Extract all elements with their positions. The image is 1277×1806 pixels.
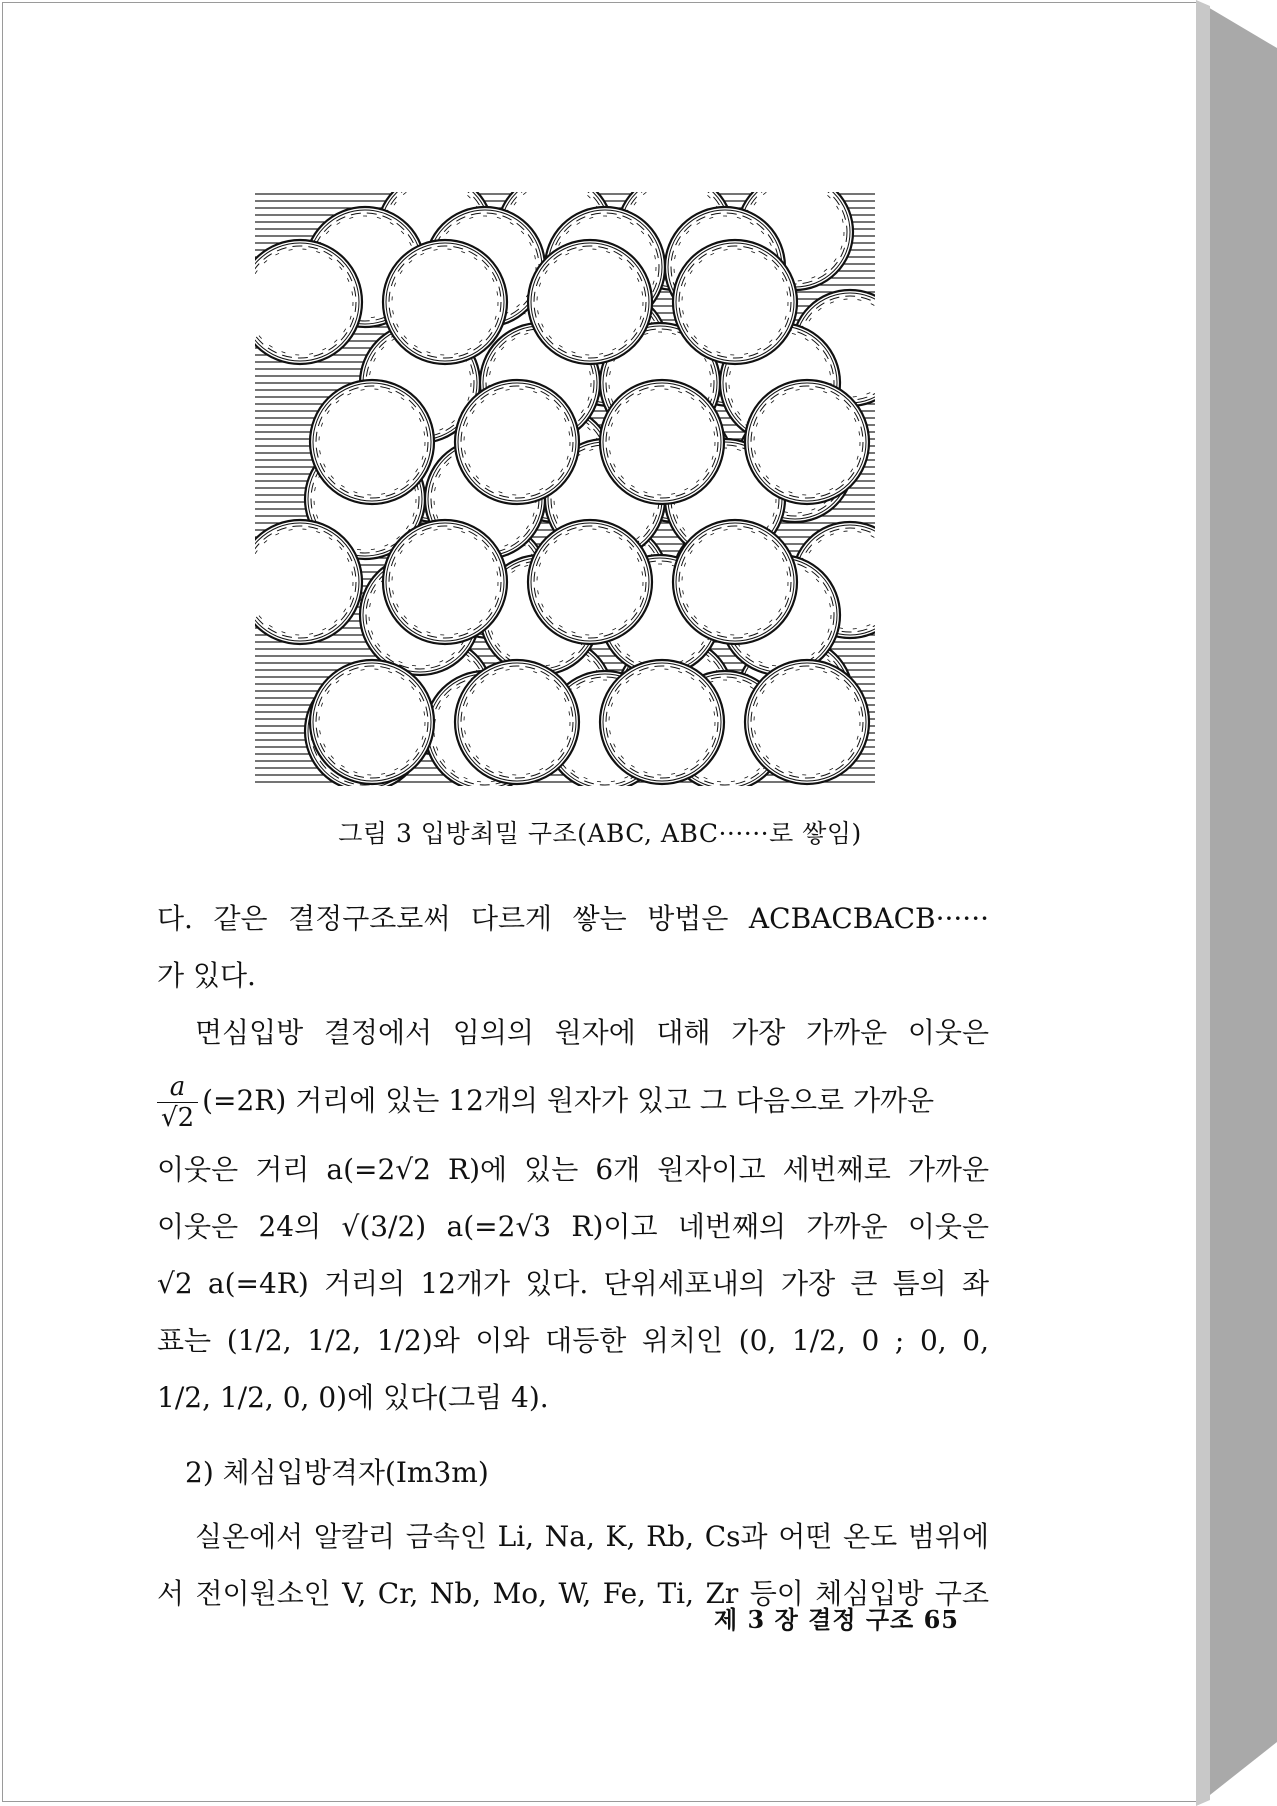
body-line: 서 전이원소인 V, Cr, Nb, Mo, W, Fe, Ti, Zr 등이 체심입방 구조	[157, 1577, 989, 1610]
sphere	[455, 660, 579, 784]
sphere	[673, 240, 797, 364]
body-line: 표는 (1/2, 1/2, 1/2)와 이와 대등한 위치인 (0, 1/2, 0 ; 0, 0,	[157, 1324, 989, 1357]
fraction-denominator: √2	[161, 1103, 195, 1133]
section-heading: 2) 체심입방격자(Im3m)	[185, 1456, 489, 1489]
fraction-numerator: a	[157, 1072, 198, 1103]
body-line: 1/2, 1/2, 0, 0)에 있다(그림 4).	[157, 1381, 549, 1414]
sphere	[310, 380, 434, 504]
body-line: 면심입방 결정에서 임의의 원자에 대해 가장 가까운 이웃은	[195, 1016, 989, 1049]
sphere	[528, 240, 652, 364]
sphere	[600, 380, 724, 504]
sphere	[383, 240, 507, 364]
body-line: 다. 같은 결정구조로써 다르게 쌓는 방법은 ACBACBACB······	[157, 902, 989, 935]
sphere	[455, 380, 579, 504]
body-line-text: (=2R) 거리에 있는 12개의 원자가 있고 그 다음으로 가까운	[202, 1084, 935, 1117]
sphere	[310, 660, 434, 784]
sphere	[383, 520, 507, 644]
sphere	[673, 520, 797, 644]
body-line: 이웃은 24의 √(3/2) a(=2√3 R)이고 네번째의 가까운 이웃은	[157, 1210, 989, 1243]
body-line: 실온에서 알칼리 금속인 Li, Na, K, Rb, Cs과 어떤 온도 범위에	[195, 1520, 989, 1553]
body-line: 이웃은 거리 a(=2√2 R)에 있는 6개 원자이고 세번째로 가까운	[157, 1153, 989, 1186]
fcc-packing-figure	[255, 192, 875, 786]
sphere	[528, 520, 652, 644]
sphere	[600, 660, 724, 784]
sphere	[745, 660, 869, 784]
sphere	[745, 380, 869, 504]
figure-caption: 그림 3 입방최밀 구조(ABC, ABC······로 쌓임)	[338, 819, 862, 848]
body-line: 가 있다.	[157, 959, 256, 992]
body-text	[157, 890, 989, 1622]
page-footer: 제 3 장 결정 구조 65	[714, 1605, 959, 1634]
page-edge-shadow	[1196, 0, 1277, 1806]
body-line: √2 a(=4R) 거리의 12개가 있다. 단위세포내의 가장 큰 틈의 좌	[157, 1267, 989, 1300]
fraction	[157, 1072, 198, 1133]
body-line-fraction	[157, 1061, 989, 1141]
